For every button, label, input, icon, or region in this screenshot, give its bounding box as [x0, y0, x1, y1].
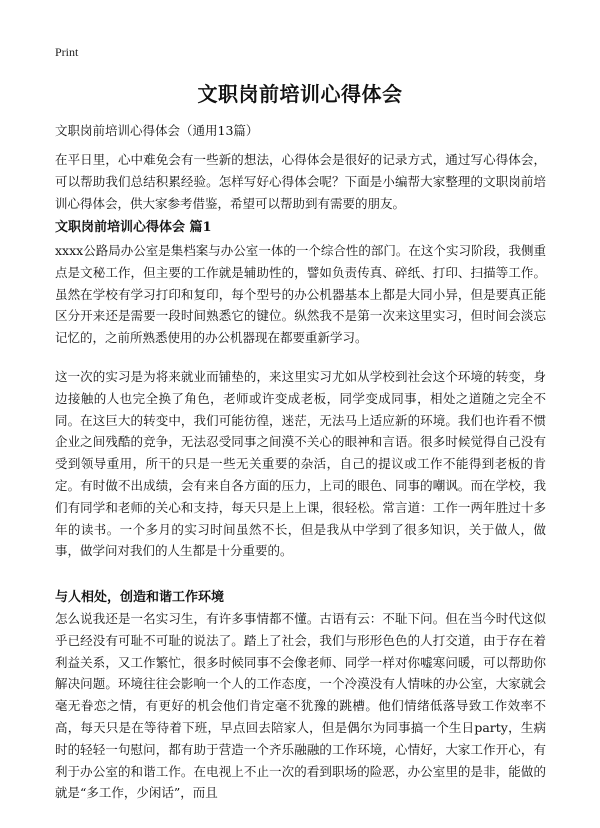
section1-paragraph-1: xxxx公路局办公室是集档案与办公室一体的一个综合性的部门。在这个实习阶段，我侧重点是文秘工作，但主要的工作就是辅助性的，譬如负责传真、碎纸、打印、扫描等工作。虽然在学校有学习打印和复印，每个型号的办公机器基本上都是大同小异，但是要真正能区分开来还是需要一段时间熟悉它的键位。纵然我不是第一次来这里实习，但时间会淡忘记忆的，之前所熟悉使用的办公机器现在都要重新学习。 — [55, 243, 546, 346]
section1-paragraph-2: 这一次的实习是为将来就业而铺垫的，来这里实习尤如从学校到社会这个环境的转变，身边接触的人也完全换了角色，老师或许变成老板，同学变成同事，相处之道随之完全不同。在这巨大的转变中，我们可能彷徨，迷茫，无法马上适应新的环境。我们也许看不惯企业之间残酷的竞争，无法忍受同事之间漠不关心的眼神和言语。很多时候觉得自己没有受到领导重用，所干的只是一些无关重要的杂活，自己的提议或工作不能得到老板的肯定。有时做不出成绩，会有来自各方面的压力，上司的眼色、同事的嘲讽。而在学校，我们有同学和老师的关心和支持，每天只是上上课，很轻松。常言道：工作一两年胜过十多年的读书。一个多月的实习时间虽然不长，但是我从中学到了很多知识，关于做人，做事，做学问对我们的人生都是十分重要的。 — [55, 369, 546, 559]
section2-paragraph-1: 怎么说我还是一名实习生，有许多事情都不懂。古语有云：不耻下问。但在当今时代这似乎已经没有可耻不可耻的说法了。踏上了社会，我们与形形色色的人打交道，由于存在着利益关系，又工作繁忙，很多时候同事不会像老师、同学一样对你嘘寒问暖，可以帮助你解决问题。环境往往会影响一个人的工作态度，一个冷漠没有人情味的办公室，大家就会毫无眷恋之情，有更好的机会他们肯定毫不犹豫的跳槽。他们情绪低落导致工作效率不高，每天只是在等待着下班，早点回去陪家人，但是偶尔为同事搞一个生日party，生病时的轻轻一句慰问，都有助于营造一个齐乐融融的工作环境，心情好，大家工作开心，有利于办公室的和谐工作。在电视上不止一次的看到职场的险恶，办公室里的是非，能做的就是“多工作，少闲话”，而且 — [55, 611, 546, 801]
section-heading-1: 文职岗前培训心得体会 篇1 — [55, 220, 212, 235]
print-link[interactable]: Print — [55, 45, 79, 59]
intro-paragraph: 在平日里，心中难免会有一些新的想法，心得体会是很好的记录方式，通过写心得体会，可以帮助我们总结积累经验。怎样写好心得体会呢？下面是小编帮大家整理的文职岗前培训心得体会，供大家参考借鉴，希望可以帮助到有需要的朋友。 — [55, 152, 546, 211]
page-title: 文职岗前培训心得体会 — [197, 82, 403, 106]
document-subtitle: 文职岗前培训心得体会（通用13篇） — [55, 123, 259, 138]
section-heading-2: 与人相处，创造和谐工作环境 — [55, 590, 225, 605]
